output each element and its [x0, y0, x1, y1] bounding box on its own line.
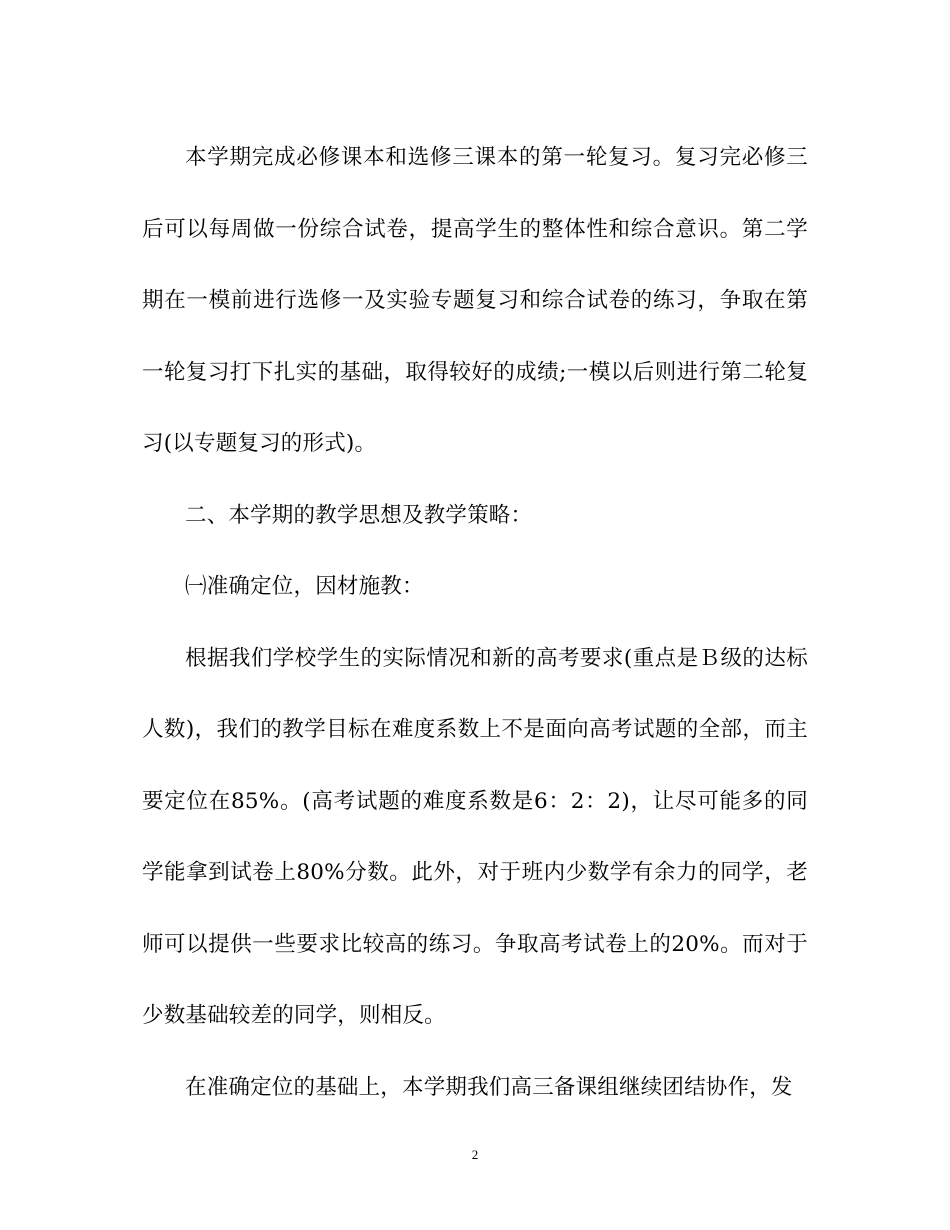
section-heading-teaching-strategy: 二、本学期的教学思想及教学策略： — [185, 502, 533, 528]
paragraph-teaching-goals: 根据我们学校学生的实际情况和新的高考要求(重点是Ｂ级的达标人数)，我们的教学目标在难度系数上不是面向高考试题的全部，而主要定位在85%。(高考试题的难度系数是6：2：2)，让尽可能多的同学能拿到试卷上80%分数。此外，对于班内少数学有余力的同学，老师可以提供一些要求比较高的练习。争取高考试卷上的20%。而对于少数基础较差的同学，则相反。 — [142, 645, 808, 1028]
subheading-accurate-positioning: ㈠准确定位，因材施教： — [185, 574, 424, 599]
document-body — [142, 122, 808, 1123]
paragraph-review-plan: 本学期完成必修课本和选修三课本的第一轮复习。复习完必修三后可以每周做一份综合试卷，提高学生的整体性和综合意识。第二学期在一模前进行选修一及实验专题复习和综合试卷的练习，争取在第一轮复习打下扎实的基础，取得较好的成绩;一模以后则进行第二轮复习(以专题复习的形式)。 — [142, 145, 808, 456]
paragraph-collaboration: 在准确定位的基础上，本学期我们高三备课组继续团结协作，发 — [185, 1074, 793, 1100]
page-number: 2 — [471, 1147, 479, 1162]
